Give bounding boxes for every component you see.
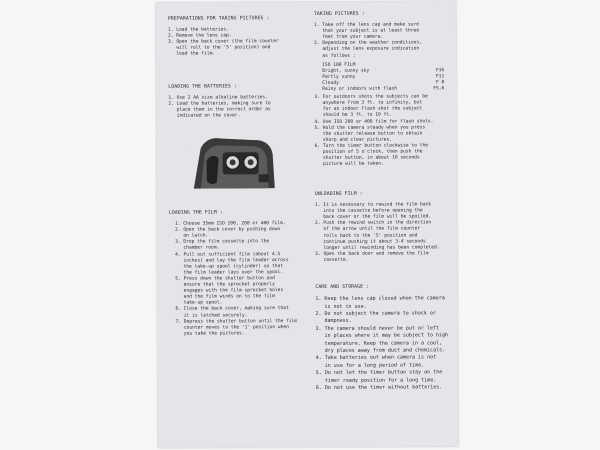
list-line: should be 3 ft. to 10 ft.: [314, 112, 392, 119]
care-list: [315, 295, 452, 392]
list-line: 6. Close the back cover, making sure that: [175, 306, 289, 313]
camera-illustration: [189, 130, 279, 190]
list-line: in use for a long period of time.: [315, 362, 425, 369]
list-line: position of 5 o'clock, then push the: [314, 149, 423, 155]
iso-value: F11: [435, 74, 445, 80]
list-line: picture will be taken.: [314, 161, 384, 168]
iso-label: Bright, sunny sky: [322, 68, 370, 74]
iso-label: Cloudy: [322, 80, 339, 86]
list-line: the film leader lays over the spool.: [175, 269, 284, 276]
list-line: 3. Open the back door and remove the film: [315, 251, 429, 257]
instruction-sheet: [156, 1, 458, 448]
batteries-list: [168, 95, 308, 120]
iso-value: F 8: [435, 80, 445, 86]
list-line: 6. Do not use the timer without batteries.: [315, 384, 443, 391]
list-line: anywhere from 3 ft. to infinity, but: [314, 100, 423, 107]
unload-section: [315, 191, 451, 264]
iso-table: [314, 62, 450, 93]
list-line: 5. Hold the camera steady when you press: [314, 124, 426, 131]
list-line: on latch.: [175, 233, 209, 239]
list-line: continue pushing it about 3-4 seconds: [315, 239, 426, 245]
list-line: place them in the correct order as: [168, 107, 271, 114]
iso-label: Partly sunny: [322, 74, 356, 80]
list-line: 2. Open the back cover by pushing down: [175, 227, 281, 233]
list-line: 3. For outdoors shots the subjects can be: [314, 94, 428, 101]
list-line: longer until rewinding has been completed.: [315, 245, 440, 251]
list-line: 6. Turn the timer button clockwise to the: [314, 143, 429, 149]
list-line: 1. Use 2 AA size alkaline batteries.: [168, 95, 268, 101]
list-line: the shutter release button to obtain: [314, 131, 423, 137]
list-line: will roll to the 'S' position) and: [168, 45, 271, 52]
list-line: 5. Press down the shutter button and: [175, 276, 275, 282]
list-line: adjust the lens exposure indication: [314, 46, 420, 53]
list-line: 1. Choose 35mm ISO 100, 200 or 400 film.: [174, 221, 286, 227]
iso-value: F5.6: [433, 86, 445, 92]
film-section: [169, 210, 310, 338]
list-line: it is latched securely.: [175, 312, 248, 319]
list-line: 3. The camera should never be put or left: [315, 325, 439, 332]
list-line: chamber room.: [175, 245, 220, 252]
unload-title: UNLOADING FILM :: [314, 191, 363, 197]
prep-list: [168, 27, 308, 58]
list-line: into the cassette before opening the: [314, 208, 423, 215]
list-line: 2. Depending on the weather conditions,: [314, 40, 422, 47]
list-line: you take the pictures.: [175, 331, 245, 337]
iso-row: [322, 86, 450, 93]
list-line: 7. Depress the shutter button until the film: [175, 318, 298, 325]
list-line: 4. Use ISO 200 or 400 film for flash shots.: [314, 118, 434, 125]
iso-title: ISO 100 FILM: [322, 62, 356, 68]
list-line: ensure that the sprocket properly: [175, 282, 275, 288]
taking-list-b: [314, 94, 450, 168]
list-line: 3. Open the back cover (the film counter: [168, 39, 279, 46]
iso-rows: [322, 68, 450, 93]
list-line: for an indoor flash shot the subject: [314, 106, 423, 113]
list-line: 2. Push the rewind switch in the direction: [314, 220, 432, 227]
list-line: 2. Load the batteries, making sure to: [168, 101, 271, 107]
film-list: [169, 221, 310, 338]
list-line: 1. It is necessary to rewind the film back: [314, 202, 432, 209]
taking-list-a: [314, 22, 450, 59]
list-line: in places where it may be subject to high: [315, 332, 449, 340]
list-line: feet from your camera.: [314, 34, 384, 41]
list-line: and the film winds on to the film: [175, 294, 275, 300]
list-line: 1. Load the batteries.: [167, 27, 229, 33]
batteries-section: [168, 84, 308, 120]
iso-label: Rainy or indoors with flash: [322, 86, 397, 92]
list-line: timer ready position for a long time.: [315, 376, 437, 384]
batteries-title: LOADING THE BATTERIES :: [168, 84, 238, 90]
list-line: indicated on the cover.: [168, 113, 241, 120]
list-line: 1. Take off the lens cap and make sure: [313, 22, 420, 29]
list-line: inches) and lay the film leader across: [175, 257, 289, 264]
list-line: load the film.: [168, 51, 216, 58]
list-line: shutter button, in about 10 seconds: [314, 155, 420, 162]
list-line: engages with the film sprocket holes: [175, 288, 284, 294]
care-title: CARE AND STORAGE :: [315, 284, 370, 290]
taking-title: TAKING PICTURES :: [313, 11, 365, 17]
taking-section: [314, 11, 451, 168]
prep-section: [168, 16, 308, 58]
list-line: dry places away from dust and chemicals.: [315, 347, 446, 354]
list-line: temperature. Keep the camera in a cool,: [315, 339, 443, 347]
list-line: back cover or the film will be spoiled.: [314, 214, 432, 221]
prep-title: PREPARATIONS FOR TAKING PICTURES :: [167, 16, 270, 22]
list-line: 4. Take batteries out when camera is not: [315, 354, 437, 362]
list-line: that your subject is at least three: [313, 28, 420, 35]
list-line: sharp and clear pictures.: [314, 137, 393, 143]
unload-list: [315, 202, 451, 264]
list-line: as follows :: [314, 53, 356, 59]
list-line: 4. Pull out sufficient film (about 4.5: [175, 251, 281, 258]
list-line: the take-up spool (cylinder) so that: [175, 263, 284, 270]
list-line: of the arrow until the film counter: [315, 226, 421, 233]
list-line: dampness.: [315, 318, 352, 325]
list-line: 3. Drop the film cassette into the: [175, 239, 270, 246]
list-line: 2. Do not subject the camera to shock or: [315, 310, 436, 317]
list-line: rolls back to the 'S' position and: [315, 232, 418, 239]
list-line: 1. Keep the lens cap closed when the camera: [315, 295, 445, 303]
list-line: take-up spool.: [175, 300, 223, 307]
list-line: cassette.: [315, 257, 349, 263]
list-line: 2. Remove the lens cap.: [168, 33, 232, 39]
film-title: LOADING THE FILM :: [168, 210, 223, 216]
list-line: 5. Do not let the timer button stay on the: [315, 369, 443, 377]
list-line: is not in use.: [315, 303, 367, 310]
list-line: counter moves to the '1' position when: [175, 324, 289, 331]
iso-value: F16: [435, 68, 445, 74]
care-section: [315, 284, 452, 392]
